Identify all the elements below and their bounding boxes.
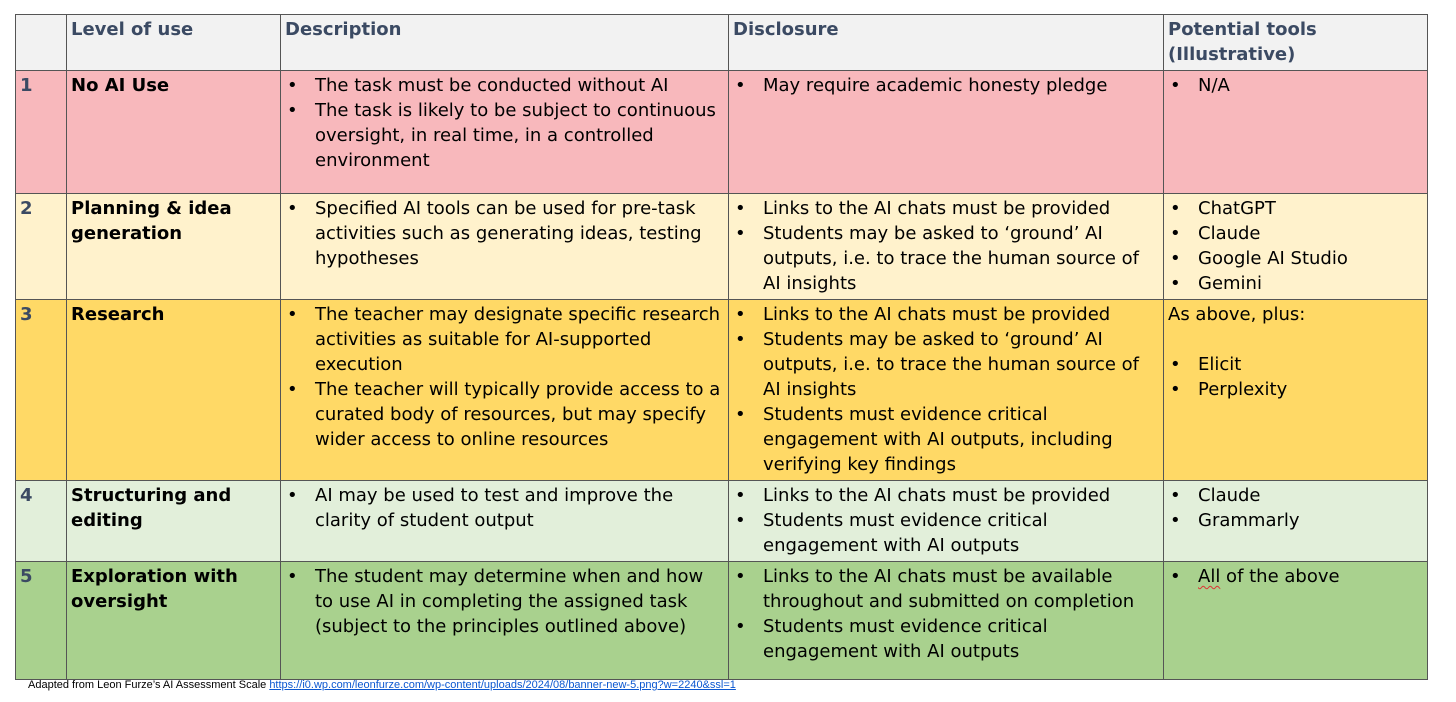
tools-cell bbox=[1164, 481, 1428, 562]
list-item: • Students may be asked to ‘ground’ AI outputs, i.e. to trace the human source of AI insights bbox=[733, 327, 1159, 402]
disclosure-cell bbox=[729, 562, 1164, 680]
list-item: • Elicit bbox=[1168, 352, 1423, 377]
tools-cell bbox=[1164, 300, 1428, 481]
description-cell-list bbox=[285, 196, 724, 271]
disclosure-cell-list bbox=[733, 302, 1159, 477]
spellcheck-word: All bbox=[1198, 566, 1221, 587]
level-number-cell: 2 bbox=[16, 194, 67, 300]
list-item: • Gemini bbox=[1168, 271, 1423, 296]
table-row bbox=[16, 194, 1428, 300]
tools-cell bbox=[1164, 71, 1428, 194]
disclosure-cell-list bbox=[733, 73, 1159, 98]
description-cell-list bbox=[285, 73, 724, 173]
disclosure-cell-list bbox=[733, 564, 1159, 664]
disclosure-cell bbox=[729, 300, 1164, 481]
disclosure-cell bbox=[729, 194, 1164, 300]
level-name-cell: Exploration with oversight bbox=[67, 562, 281, 680]
list-item: • Links to the AI chats must be provided bbox=[733, 196, 1159, 221]
list-item: • Students must evidence critical engagement with AI outputs bbox=[733, 508, 1159, 558]
header-tools: Potential tools (Illustrative) bbox=[1164, 15, 1428, 71]
list-item: • Claude bbox=[1168, 221, 1423, 246]
header-num bbox=[16, 15, 67, 71]
table-row bbox=[16, 481, 1428, 562]
list-item: • Perplexity bbox=[1168, 377, 1423, 402]
disclosure-cell-list bbox=[733, 196, 1159, 296]
description-cell-list bbox=[285, 483, 724, 533]
tools-cell bbox=[1164, 194, 1428, 300]
spacer bbox=[1168, 327, 1423, 352]
list-item: • Students must evidence critical engagement with AI outputs, including verifying key findings bbox=[733, 402, 1159, 477]
list-item: • The teacher may designate specific research activities as suitable for AI-supported execution bbox=[285, 302, 724, 377]
table-row bbox=[16, 300, 1428, 481]
ai-assessment-scale-table bbox=[15, 14, 1428, 680]
description-cell bbox=[281, 71, 729, 194]
description-cell bbox=[281, 194, 729, 300]
list-item: • Students may be asked to ‘ground’ AI outputs, i.e. to trace the human source of AI insights bbox=[733, 221, 1159, 296]
list-item: • Google AI Studio bbox=[1168, 246, 1423, 271]
level-name-cell: Structuring and editing bbox=[67, 481, 281, 562]
header-level: Level of use bbox=[67, 15, 281, 71]
header-row bbox=[16, 15, 1428, 71]
disclosure-cell bbox=[729, 481, 1164, 562]
tools-cell-list bbox=[1168, 564, 1423, 589]
footer-text: Adapted from Leon Furze’s AI Assessment Scale bbox=[28, 679, 270, 691]
description-cell bbox=[281, 300, 729, 481]
list-item: • Links to the AI chats must be provided bbox=[733, 483, 1159, 508]
header-disclosure: Disclosure bbox=[729, 15, 1164, 71]
tools-intro: As above, plus: bbox=[1168, 304, 1306, 325]
table-row bbox=[16, 562, 1428, 680]
disclosure-cell-list bbox=[733, 483, 1159, 558]
list-item: • ChatGPT bbox=[1168, 196, 1423, 221]
tools-cell-list bbox=[1168, 196, 1423, 296]
level-number-cell: 1 bbox=[16, 71, 67, 194]
footer-credit bbox=[28, 679, 736, 691]
description-cell bbox=[281, 481, 729, 562]
description-cell-list bbox=[285, 302, 724, 452]
list-item: • The student may determine when and how to use AI in completing the assigned task (subject to the principles outlined above) bbox=[285, 564, 724, 639]
list-item: • The task must be conducted without AI bbox=[285, 73, 724, 98]
list-item: • The task is likely to be subject to continuous oversight, in real time, in a controlled environment bbox=[285, 98, 724, 173]
list-item: • Claude bbox=[1168, 483, 1423, 508]
list-item: • Grammarly bbox=[1168, 508, 1423, 533]
list-item: • Links to the AI chats must be provided bbox=[733, 302, 1159, 327]
list-item: • Students must evidence critical engagement with AI outputs bbox=[733, 614, 1159, 664]
list-item: • May require academic honesty pledge bbox=[733, 73, 1159, 98]
description-cell-list bbox=[285, 564, 724, 639]
tools-cell-list bbox=[1168, 483, 1423, 533]
level-name-cell: No AI Use bbox=[67, 71, 281, 194]
level-name-cell: Planning & idea generation bbox=[67, 194, 281, 300]
tools-cell bbox=[1164, 562, 1428, 680]
list-item: • The teacher will typically provide access to a curated body of resources, but may specify wider access to online resources bbox=[285, 377, 724, 452]
level-number-cell: 3 bbox=[16, 300, 67, 481]
disclosure-cell bbox=[729, 71, 1164, 194]
tools-cell-list bbox=[1168, 352, 1423, 402]
tools-cell-list bbox=[1168, 73, 1423, 98]
list-item: • AI may be used to test and improve the clarity of student output bbox=[285, 483, 724, 533]
list-item: • Specified AI tools can be used for pre-task activities such as generating ideas, testing hypotheses bbox=[285, 196, 724, 271]
header-description: Description bbox=[281, 15, 729, 71]
level-number-cell: 4 bbox=[16, 481, 67, 562]
table-row bbox=[16, 71, 1428, 194]
level-number-cell: 5 bbox=[16, 562, 67, 680]
list-item: • All of the above bbox=[1168, 564, 1423, 589]
description-cell bbox=[281, 562, 729, 680]
level-name-cell: Research bbox=[67, 300, 281, 481]
footer-link[interactable]: https://i0.wp.com/leonfurze.com/wp-content/uploads/2024/08/banner-new-5.png?w=2240&ssl=1 bbox=[269, 679, 736, 691]
list-item: • N/A bbox=[1168, 73, 1423, 98]
list-item: • Links to the AI chats must be available throughout and submitted on completion bbox=[733, 564, 1159, 614]
